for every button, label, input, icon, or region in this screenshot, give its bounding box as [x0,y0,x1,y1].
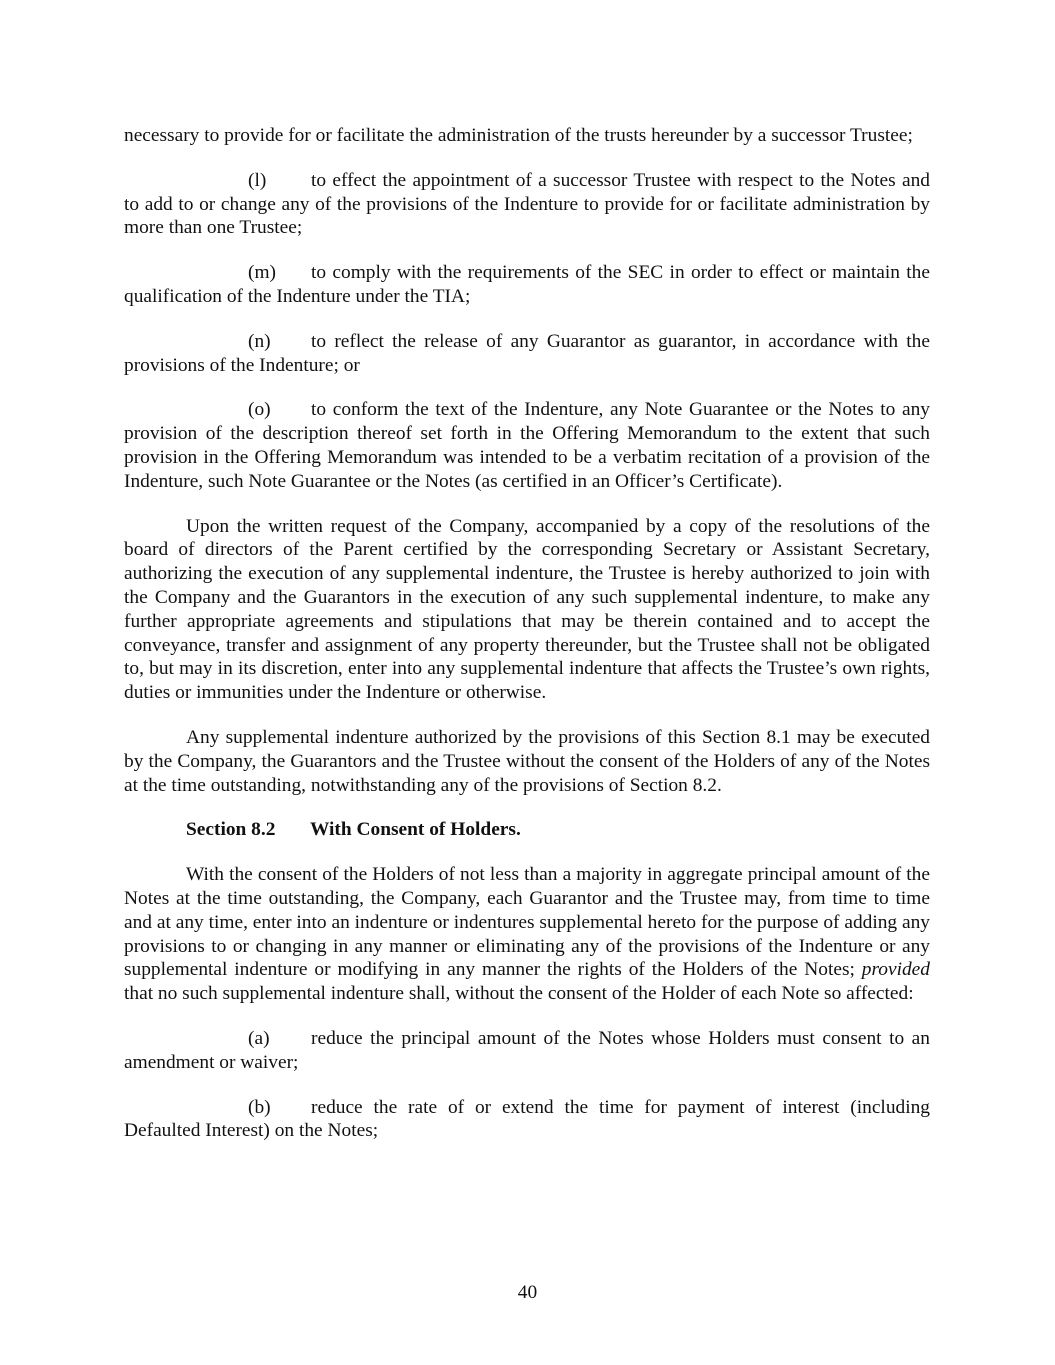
continuation-paragraph: necessary to provide for or facilitate the administration of the trusts hereunder by a successor Trustee; [124,125,913,146]
clause-label: (m) [248,262,276,284]
supplemental-indenture-paragraph: Any supplemental indenture authorized by the provisions of this Section 8.1 may be executed by the Company, the Guarantors and the Trustee without the consent of the Holders of any of the Notes at the time outstanding, notwithstanding any of the provisions of Section 8.2. [124,726,930,796]
clause-label: (l) [248,169,267,191]
consent-paragraph [124,863,930,1006]
consent-text-end: that no such supplemental indenture shall, without the consent of the Holder of each Note so affected: [124,983,914,1005]
clause-label: (o) [248,399,271,421]
clause-text: reduce the principal amount of the Notes whose Holders must consent to an amendment or waiver; [124,1027,930,1073]
clause-n [124,330,930,378]
clause-text: to reflect the release of any Guarantor as guarantor, in accordance with the provisions of the Indenture; or [124,330,930,376]
clause-text: to effect the appointment of a successor Trustee with respect to the Notes and to add to or change any of the provisions of the Indenture to provide for or facilitate administration by more than one Trustee; [124,169,930,239]
document-page [124,124,930,1143]
clause-text: to conform the text of the Indenture, any Note Guarantee or the Notes to any provision of the description thereof set forth in the Offering Memorandum to the extent that such provision in the Offering Memorandum was intended to be a verbatim recitation of a provision of the Indenture, such Note Guarantee or the Notes (as certified in an Officer’s Certificate). [124,399,930,492]
clause-label: (n) [248,330,271,352]
section-heading [124,818,930,842]
written-request-paragraph: Upon the written request of the Company, accompanied by a copy of the resolutions of the board of directors of the Parent certified by the corresponding Secretary or Assistant Secretary, authorizing the execution of any supplemental indenture, the Trustee is hereby authorized to join with the Company and the Guarantors in the execution of any such supplemental indenture, to make any further appropriate agreements and stipulations that may be therein contained and to accept the conveyance, transfer and assignment of any property thereunder, but the Trustee shall not be obligated to, but may in its discretion, enter into any supplemental indenture that affects the Trustee’s own rights, duties or immunities under the Indenture or otherwise. [124,515,930,704]
page-number: 40 [517,1282,538,1303]
section-title: With Consent of Holders. [310,819,521,841]
clause-text: reduce the rate of or extend the time for payment of interest (including Defaulted Interest) on the Notes; [124,1096,930,1142]
clause-text: to comply with the requirements of the SEC in order to effect or maintain the qualification of the Indenture under the TIA; [124,262,930,307]
section-number: Section 8.2 [186,819,276,841]
clause-label: (b) [248,1096,271,1118]
clause-m [124,261,930,309]
clause-l [124,169,930,240]
clause-a [124,1027,930,1075]
provided-term: provided [861,959,930,981]
clause-o [124,398,930,493]
consent-text-start: With the consent of the Holders of not less than a majority in aggregate principal amount of the Notes at the time outstanding, the Company, each Guarantor and the Trustee may, from time to time and at any time, enter into an indenture or indentures supplemental hereto for the purpose of adding any provisions to or changing in any manner or eliminating any of the provisions of the Indenture or any supplemental indenture or modifying in any manner the rights of the Holders of the Notes; [124,864,930,981]
clause-b [124,1096,930,1144]
clause-label: (a) [248,1027,270,1049]
